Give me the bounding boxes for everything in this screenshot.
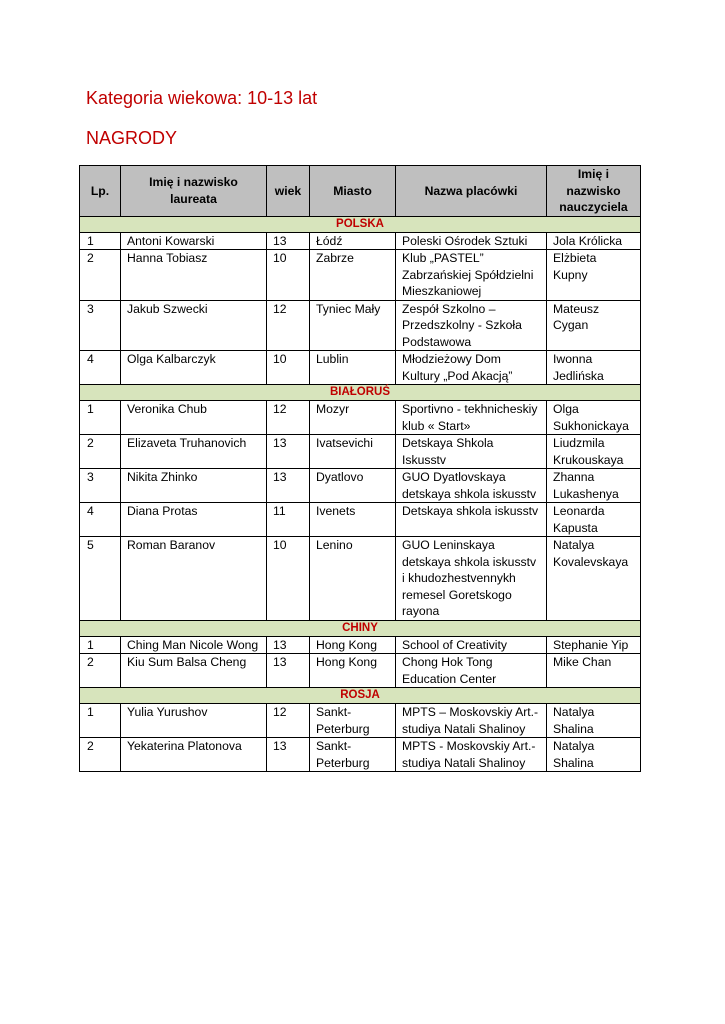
- table-cell: Mike Chan: [547, 654, 641, 688]
- table-cell: Lenino: [310, 537, 396, 621]
- table-cell: Ivatsevichi: [310, 435, 396, 469]
- table-cell: Elizaveta Truhanovich: [121, 435, 267, 469]
- table-cell: 13: [267, 435, 310, 469]
- table-cell: Jakub Szwecki: [121, 300, 267, 351]
- table-cell: 13: [267, 654, 310, 688]
- table-cell: Zabrze: [310, 250, 396, 301]
- table-cell: Kiu Sum Balsa Cheng: [121, 654, 267, 688]
- table-cell: MPTS – Moskovskiy Art.- studiya Natali Shalinoy: [396, 704, 547, 738]
- section-row: [80, 620, 641, 636]
- table-cell: Ivenets: [310, 503, 396, 537]
- table-header-row: [80, 166, 641, 217]
- table-row: [80, 401, 641, 435]
- section-label: ROSJA: [80, 688, 641, 704]
- table-cell: Lublin: [310, 351, 396, 385]
- table-cell: MPTS - Moskovskiy Art.- studiya Natali Shalinoy: [396, 738, 547, 772]
- table-cell: Stephanie Yip: [547, 636, 641, 654]
- table-cell: Mateusz Cygan: [547, 300, 641, 351]
- section-label: POLSKA: [80, 216, 641, 232]
- column-header: Nazwa placówki: [396, 166, 547, 217]
- table-cell: Poleski Ośrodek Sztuki: [396, 232, 547, 250]
- table-cell: Roman Baranov: [121, 537, 267, 621]
- column-header: Lp.: [80, 166, 121, 217]
- table-cell: Nikita Zhinko: [121, 469, 267, 503]
- table-cell: 1: [80, 401, 121, 435]
- table-cell: Dyatlovo: [310, 469, 396, 503]
- table-cell: Hong Kong: [310, 654, 396, 688]
- table-cell: Yulia Yurushov: [121, 704, 267, 738]
- table-cell: Klub „PASTEL” Zabrzańskiej Spółdzielni Mieszkaniowej: [396, 250, 547, 301]
- table-row: [80, 351, 641, 385]
- table-cell: Yekaterina Platonova: [121, 738, 267, 772]
- section-label: BIAŁORUŚ: [80, 385, 641, 401]
- table-cell: 10: [267, 537, 310, 621]
- table-cell: Sankt- Peterburg: [310, 738, 396, 772]
- table-cell: Hong Kong: [310, 636, 396, 654]
- table-cell: Olga Sukhonickaya: [547, 401, 641, 435]
- table-row: [80, 232, 641, 250]
- table-cell: 5: [80, 537, 121, 621]
- table-cell: 2: [80, 738, 121, 772]
- table-cell: Olga Kalbarczyk: [121, 351, 267, 385]
- table-cell: 2: [80, 250, 121, 301]
- section-row: [80, 385, 641, 401]
- table-cell: Łódź: [310, 232, 396, 250]
- section-row: [80, 688, 641, 704]
- table-cell: Veronika Chub: [121, 401, 267, 435]
- table-cell: GUO Leninskaya detskaya shkola iskusstv i khudozhestvennykh remesel Goretskogo rayona: [396, 537, 547, 621]
- table-cell: Detskaya shkola iskusstv: [396, 503, 547, 537]
- page-subheading: NAGRODY: [86, 128, 178, 148]
- page-heading: Kategoria wiekowa: 10-13 lat: [86, 88, 318, 108]
- table-row: [80, 654, 641, 688]
- table-cell: Natalya Kovalevskaya: [547, 537, 641, 621]
- table-cell: 2: [80, 654, 121, 688]
- table-cell: Natalya Shalina: [547, 704, 641, 738]
- table-cell: Ching Man Nicole Wong: [121, 636, 267, 654]
- table-row: [80, 537, 641, 621]
- table-cell: 4: [80, 503, 121, 537]
- table-cell: Detskaya Shkola Iskusstv: [396, 435, 547, 469]
- table-cell: 13: [267, 232, 310, 250]
- table-cell: Sankt- Peterburg: [310, 704, 396, 738]
- table-cell: 13: [267, 738, 310, 772]
- table-row: [80, 250, 641, 301]
- table-cell: Tyniec Mały: [310, 300, 396, 351]
- table-cell: 12: [267, 401, 310, 435]
- table-cell: Zhanna Lukashenya: [547, 469, 641, 503]
- table-row: [80, 300, 641, 351]
- table-cell: Chong Hok Tong Education Center: [396, 654, 547, 688]
- table-cell: 10: [267, 250, 310, 301]
- table-cell: Iwonna Jedlińska: [547, 351, 641, 385]
- table-cell: Mozyr: [310, 401, 396, 435]
- section-label: CHINY: [80, 620, 641, 636]
- table-cell: 3: [80, 300, 121, 351]
- table-row: [80, 704, 641, 738]
- table-cell: 1: [80, 232, 121, 250]
- table-cell: Leonarda Kapusta: [547, 503, 641, 537]
- table-cell: 12: [267, 300, 310, 351]
- table-cell: 10: [267, 351, 310, 385]
- column-header: Imię i nazwisko laureata: [121, 166, 267, 217]
- table-cell: Młodzieżowy Dom Kultury „Pod Akacją”: [396, 351, 547, 385]
- table-cell: 13: [267, 469, 310, 503]
- table-cell: 12: [267, 704, 310, 738]
- section-row: [80, 216, 641, 232]
- laureates-table: [79, 165, 641, 772]
- table-cell: 4: [80, 351, 121, 385]
- table-cell: Diana Protas: [121, 503, 267, 537]
- table-cell: Elżbieta Kupny: [547, 250, 641, 301]
- table-cell: GUO Dyatlovskaya detskaya shkola iskusstv: [396, 469, 547, 503]
- table-body: [80, 216, 641, 772]
- table-cell: 1: [80, 636, 121, 654]
- column-header: wiek: [267, 166, 310, 217]
- table-cell: 3: [80, 469, 121, 503]
- table-cell: Natalya Shalina: [547, 738, 641, 772]
- table-cell: 1: [80, 704, 121, 738]
- table-cell: 2: [80, 435, 121, 469]
- table-row: [80, 435, 641, 469]
- table-cell: School of Creativity: [396, 636, 547, 654]
- column-header: Imię i nazwisko nauczyciela: [547, 166, 641, 217]
- table-cell: 13: [267, 636, 310, 654]
- table-cell: Hanna Tobiasz: [121, 250, 267, 301]
- table-cell: Zespół Szkolno – Przedszkolny - Szkoła Podstawowa: [396, 300, 547, 351]
- table-row: [80, 503, 641, 537]
- table-cell: Sportivno - tekhnicheskiy klub « Start»: [396, 401, 547, 435]
- table-row: [80, 469, 641, 503]
- column-header: Miasto: [310, 166, 396, 217]
- table-cell: 11: [267, 503, 310, 537]
- table-cell: Liudzmila Krukouskaya: [547, 435, 641, 469]
- table-cell: Jola Królicka: [547, 232, 641, 250]
- table-row: [80, 636, 641, 654]
- table-cell: Antoni Kowarski: [121, 232, 267, 250]
- table-row: [80, 738, 641, 772]
